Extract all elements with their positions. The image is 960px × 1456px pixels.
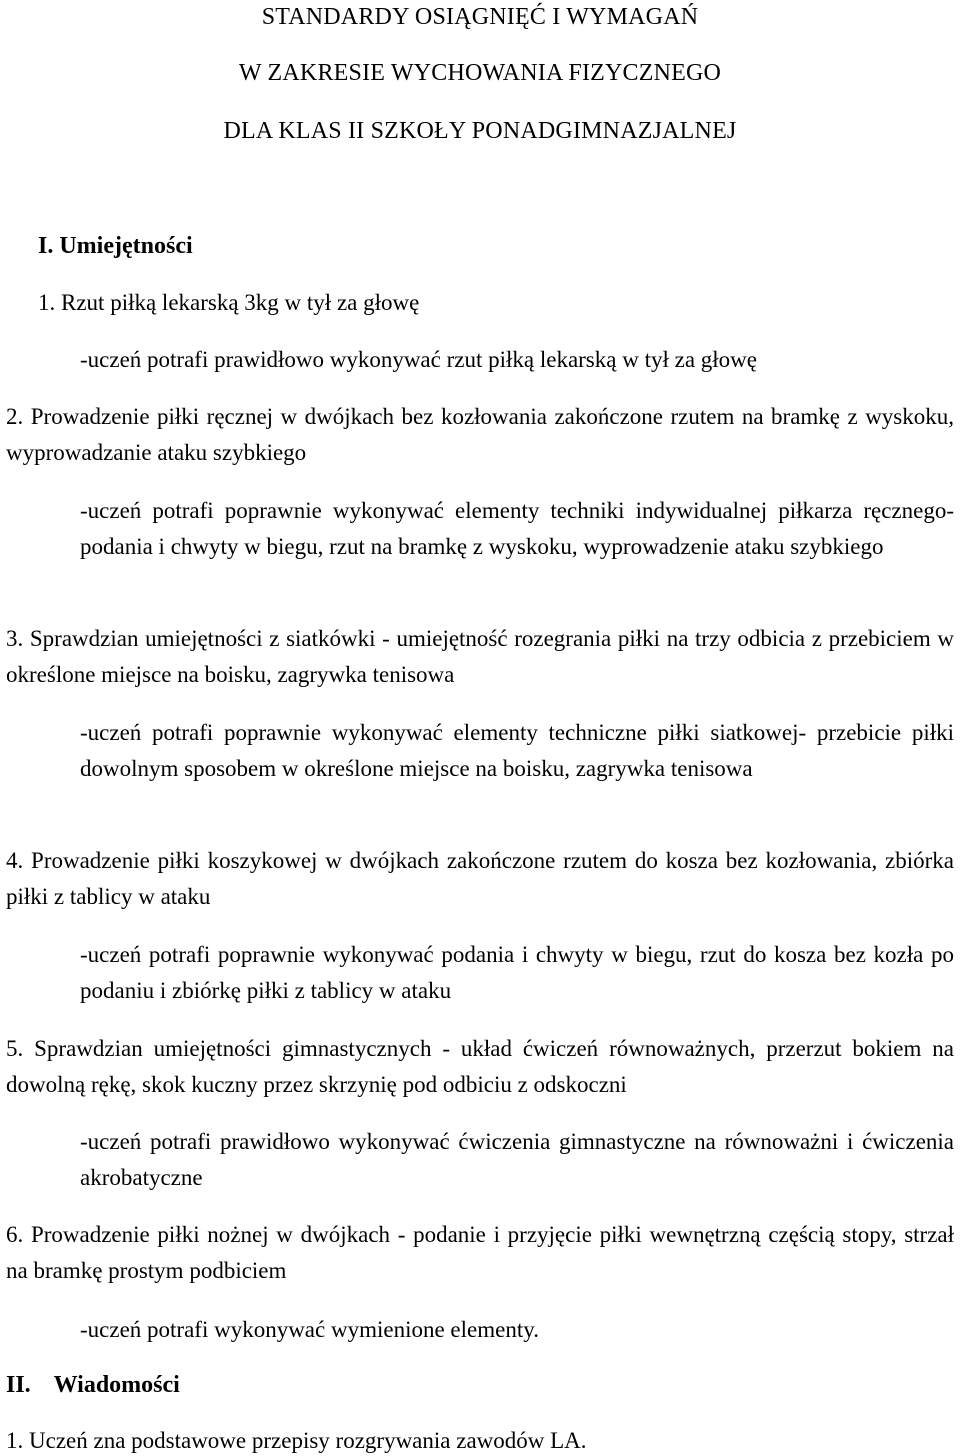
- document-title-line-3: DLA KLAS II SZKOŁY PONADGIMNAZJALNEJ: [223, 118, 737, 144]
- skill-item-4: 4. Prowadzenie piłki koszykowej w dwójkach zakończone rzutem do kosza bez kozłowania, zbiórka piłki z tablicy w ataku: [6, 848, 954, 909]
- section-number: II.: [6, 1372, 31, 1398]
- skill-item-2-description: -uczeń potrafi poprawnie wykonywać elementy techniki indywidualnej piłkarza ręcznego- podania i chwyty w biegu, rzut na bramkę z wyskoku, wyprowadzenie ataku szybkiego: [80, 498, 954, 559]
- skill-item-5: 5. Sprawdzian umiejętności gimnastycznych - układ ćwiczeń równoważnych, przerzut bokiem na dowolną rękę, skok kuczny przez skrzynię pod odbiciu z odskoczni: [6, 1036, 954, 1097]
- skill-item-3: 3. Sprawdzian umiejętności z siatkówki - umiejętność rozegrania piłki na trzy odbicia z przebiciem w określone miejsce na boisku, zagrywka tenisowa: [6, 626, 954, 687]
- section-title: Umiejętności: [59, 233, 193, 259]
- section-title: Wiadomości: [53, 1372, 180, 1398]
- skill-item-4-description: -uczeń potrafi poprawnie wykonywać podania i chwyty w biegu, rzut do kosza bez kozła po podaniu i zbiórkę piłki z tablicy w ataku: [80, 942, 954, 1003]
- skill-item-1-description: -uczeń potrafi prawidłowo wykonywać rzut piłką lekarską w tył za głowę: [80, 347, 757, 372]
- skill-item-6: 6. Prowadzenie piłki nożnej w dwójkach - podanie i przyjęcie piłki wewnętrzną częścią stopy, strzał na bramkę prostym podbiciem: [6, 1222, 954, 1283]
- section-number: I.: [38, 233, 54, 259]
- section-heading-knowledge: [6, 1370, 180, 1400]
- knowledge-item-1: 1. Uczeń zna podstawowe przepisy rozgrywania zawodów LA.: [6, 1428, 587, 1453]
- skill-item-1: 1. Rzut piłką lekarską 3kg w tył za głowę: [38, 290, 420, 315]
- skill-item-5-description: -uczeń potrafi prawidłowo wykonywać ćwiczenia gimnastyczne na równoważni i ćwiczenia akrobatyczne: [80, 1129, 954, 1190]
- skill-item-6-description: -uczeń potrafi wykonywać wymienione elementy.: [80, 1317, 539, 1342]
- document-title-line-2: W ZAKRESIE WYCHOWANIA FIZYCZNEGO: [238, 60, 722, 86]
- skill-item-3-description: -uczeń potrafi poprawnie wykonywać elementy techniczne piłki siatkowej- przebicie piłki dowolnym sposobem w określone miejsce na boisku, zagrywka tenisowa: [80, 720, 954, 781]
- document-title-line-1: STANDARDY OSIĄGNIĘĆ I WYMAGAŃ: [261, 4, 699, 30]
- skill-item-2: 2. Prowadzenie piłki ręcznej w dwójkach bez kozłowania zakończone rzutem na bramkę z wyskoku, wyprowadzanie ataku szybkiego: [6, 404, 954, 465]
- section-heading-skills: [38, 231, 193, 261]
